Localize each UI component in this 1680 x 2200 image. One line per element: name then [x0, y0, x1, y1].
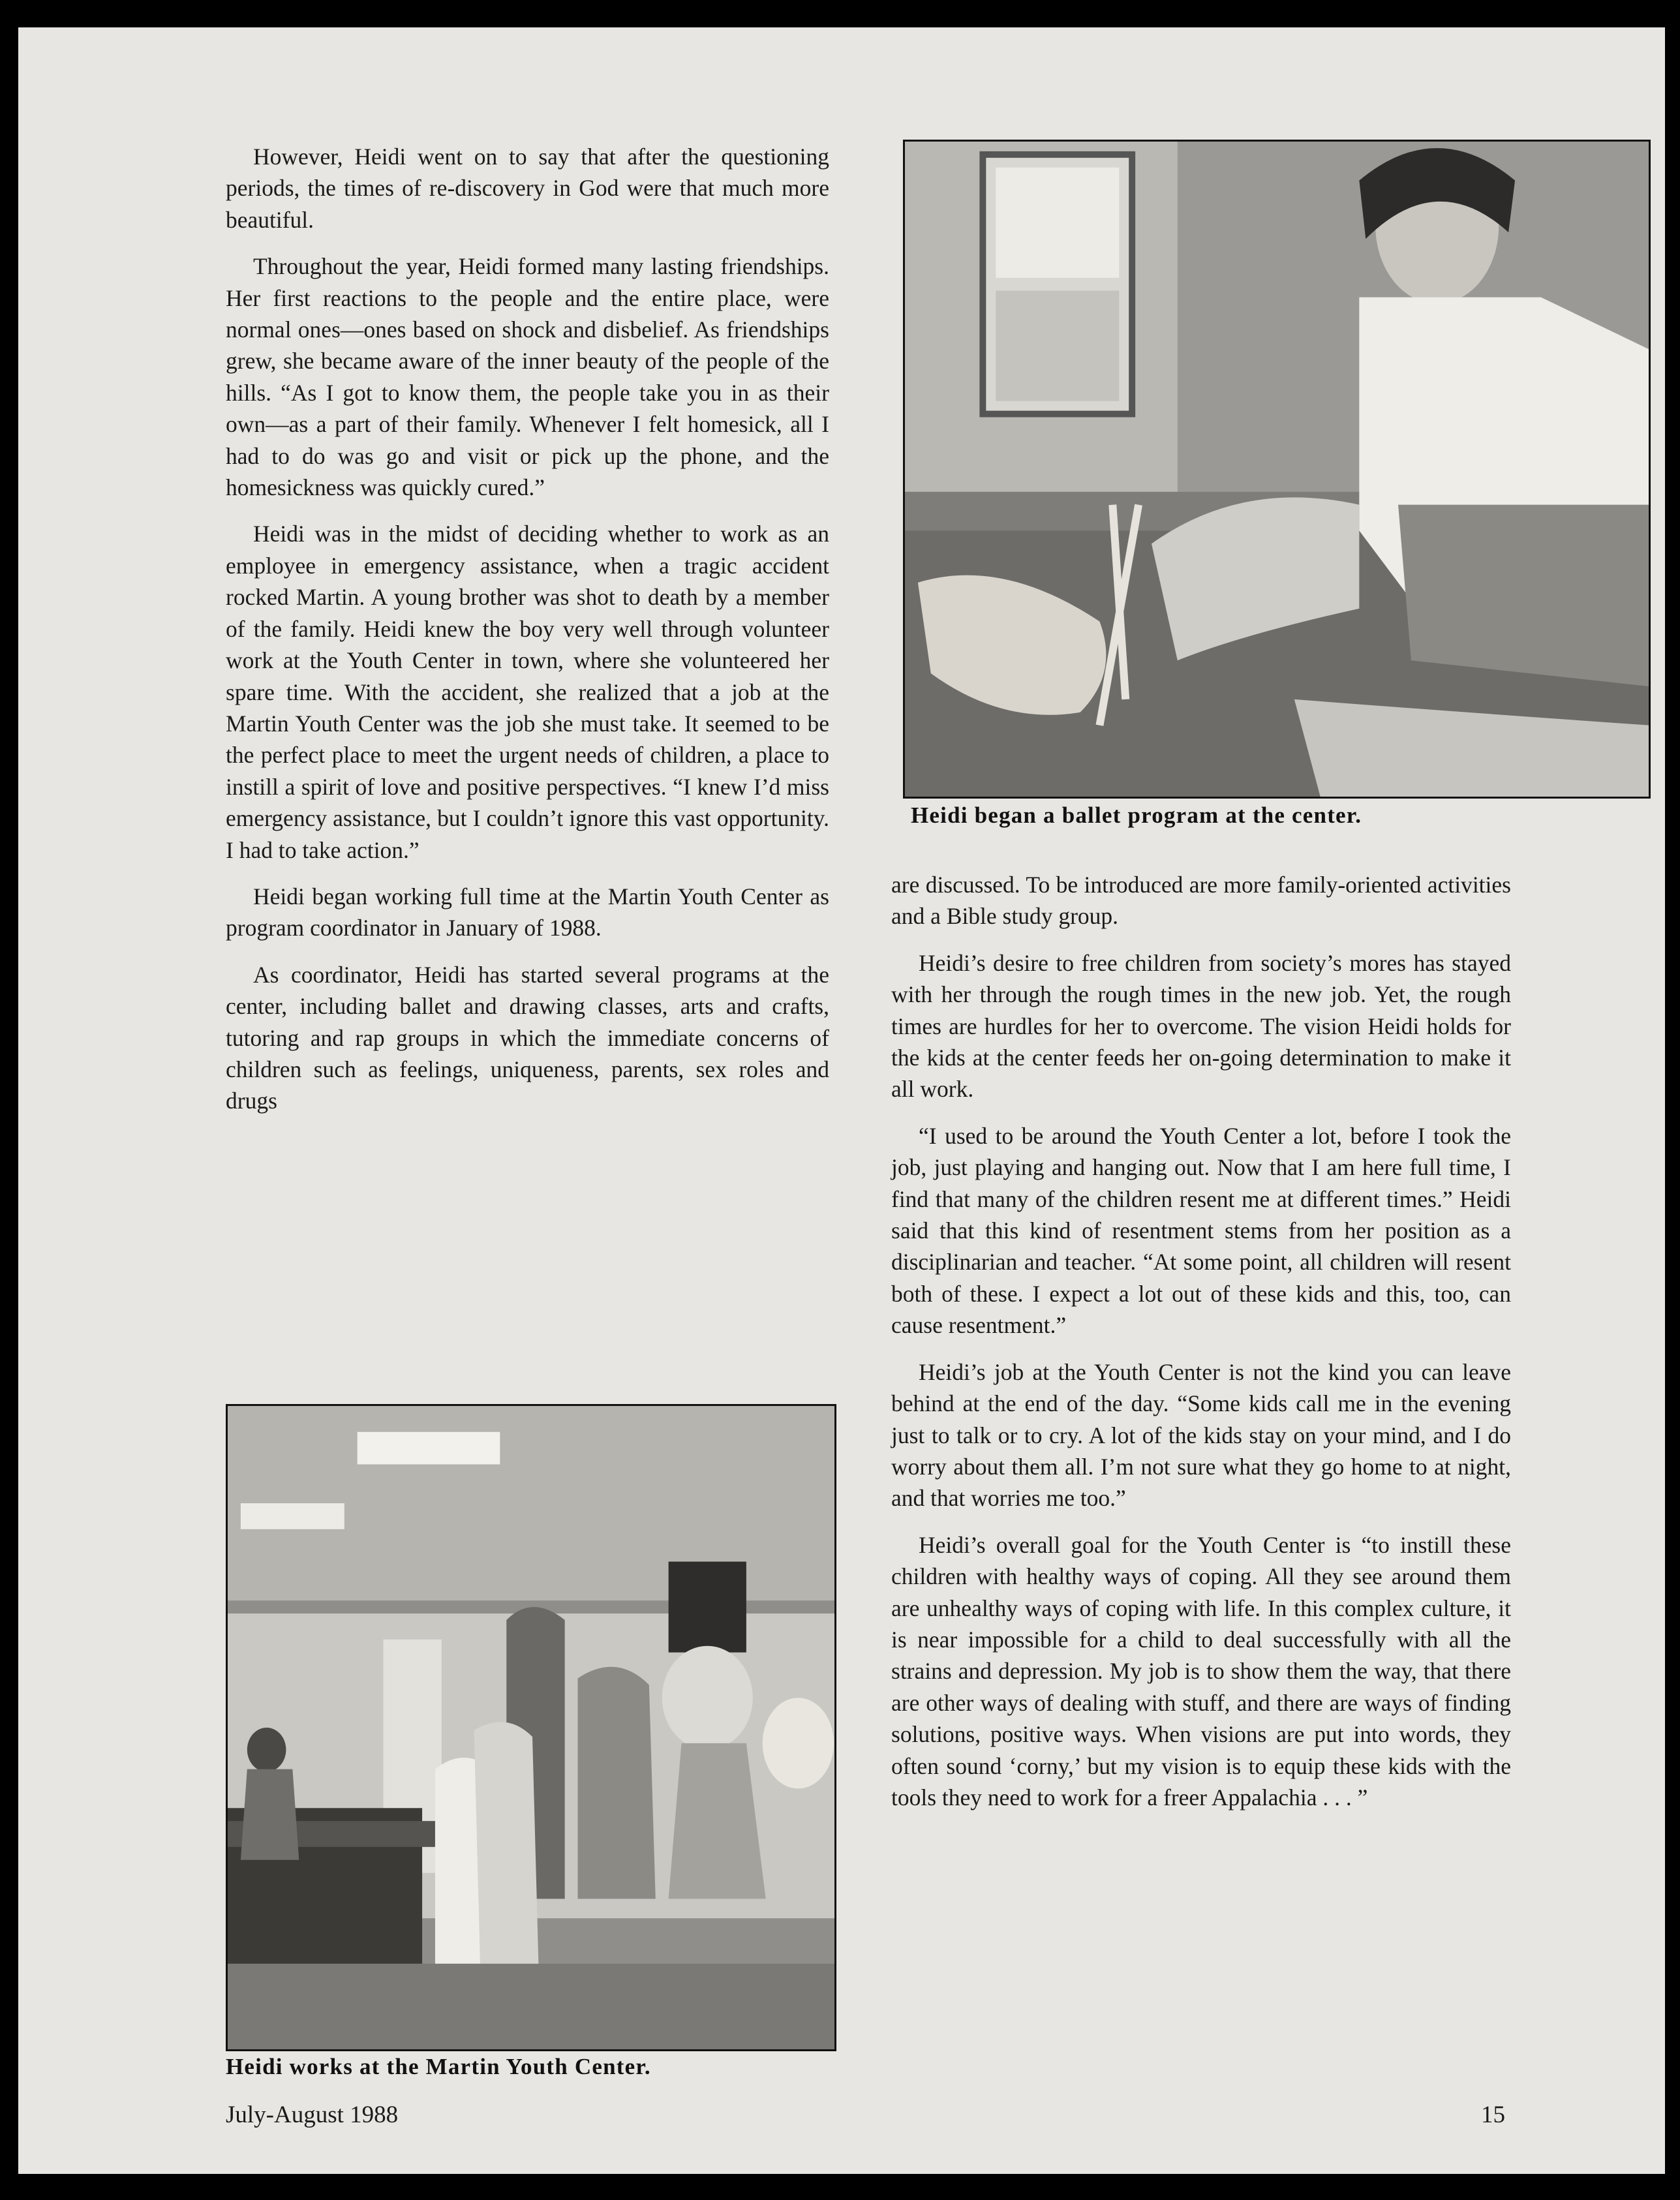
paragraph: Throughout the year, Heidi formed many lasting friendships. Her first reactions to the people and the entire place, were normal ones—ones based on shock and disbelief. As friendships grew, she became aware of the inner beauty of the people of the hills. “As I got to know them, the people take you in as their own—as a part of their family. Whenever I felt homesick, all I had to do was go and visit or pick up the phone, and the homesickness was quickly cured.” — [226, 253, 829, 501]
paragraph: are discussed. To be introduced are more family-oriented activities and a Bible study group. — [891, 872, 1511, 930]
paragraph: However, Heidi went on to say that after the questioning periods, the times of re-discovery in God were that much more beautiful. — [226, 144, 829, 233]
ballet-photo — [903, 140, 1651, 799]
paragraph: Heidi’s job at the Youth Center is not the kind you can leave behind at the end of the day. “Some kids call me in the evening just to talk or to cry. A lot of the kids stay on your mind, and I do worry about them all. I’m not sure what they go home to at night, and that worries me too.” — [891, 1358, 1511, 1512]
youth-center-photo — [226, 1404, 836, 2051]
page-number: 15 — [1481, 2101, 1505, 2128]
youth-center-photo-image — [228, 1406, 834, 2049]
paragraph: Heidi’s desire to free children from society’s mores has stayed with her through the rough times in the new job. Yet, the rough times are hurdles for her to overcome. The vision Heidi holds for the kids at the center feeds her on-going determination to make it all work. — [891, 949, 1511, 1103]
magazine-page — [18, 27, 1665, 2174]
paragraph: As coordinator, Heidi has started several programs at the center, including ballet and drawing classes, arts and crafts, tutoring and rap groups in which the immediate concerns of children such as feelings, uniqueness, parents, sex roles and drugs — [226, 961, 829, 1114]
paragraph: Heidi began working full time at the Martin Youth Center as program coordinator in January of 1988. — [226, 883, 829, 941]
youth-center-caption: Heidi works at the Martin Youth Center. — [226, 2054, 651, 2079]
right-text-column — [891, 869, 1511, 1828]
paragraph: “I used to be around the Youth Center a lot, before I took the job, just playing and hanging out. Now that I am here full time, I find that many of the children resent me at different times.” Heidi said that this kind of resentment stems from her position as a disciplinarian and teacher. “At some point, all children will resent both of these. I expect a lot out of these kids and this, too, can cause resentment.” — [891, 1122, 1511, 1339]
ballet-photo-image — [905, 142, 1649, 797]
issue-date: July-August 1988 — [226, 2101, 399, 2128]
left-text-column — [226, 141, 829, 1132]
ballet-caption: Heidi began a ballet program at the center. — [911, 802, 1362, 828]
paragraph: Heidi was in the midst of deciding whether to work as an employee in emergency assistance, when a tragic accident rocked Martin. A young brother was shot to death by a member of the family. Heidi knew the boy very well through volunteer work at the Youth Center in town, where she volunteered her spare time. With the accident, she realized that a job at the Martin Youth Center was the job she must take. It seemed to be the perfect place to meet the urgent needs of children, a place to instill a spirit of love and positive perspectives. “I knew I’d miss emergency assistance, but I couldn’t ignore this vast opportunity. I had to take action.” — [226, 521, 829, 863]
paragraph: Heidi’s overall goal for the Youth Center is “to instill these children with healthy ways of coping. All they see around them are unhealthy ways of coping with life. In this complex culture, it is near impossible for a child to deal successfully with all the strains and depression. My job is to show them the way, that there are other ways of dealing with stuff, and there are ways of finding solutions, positive ways. When visions are put into words, they often sound ‘corny,’ but my vision is to equip these kids with the tools they need to work for a freer Appalachia . . . ” — [891, 1531, 1511, 1810]
